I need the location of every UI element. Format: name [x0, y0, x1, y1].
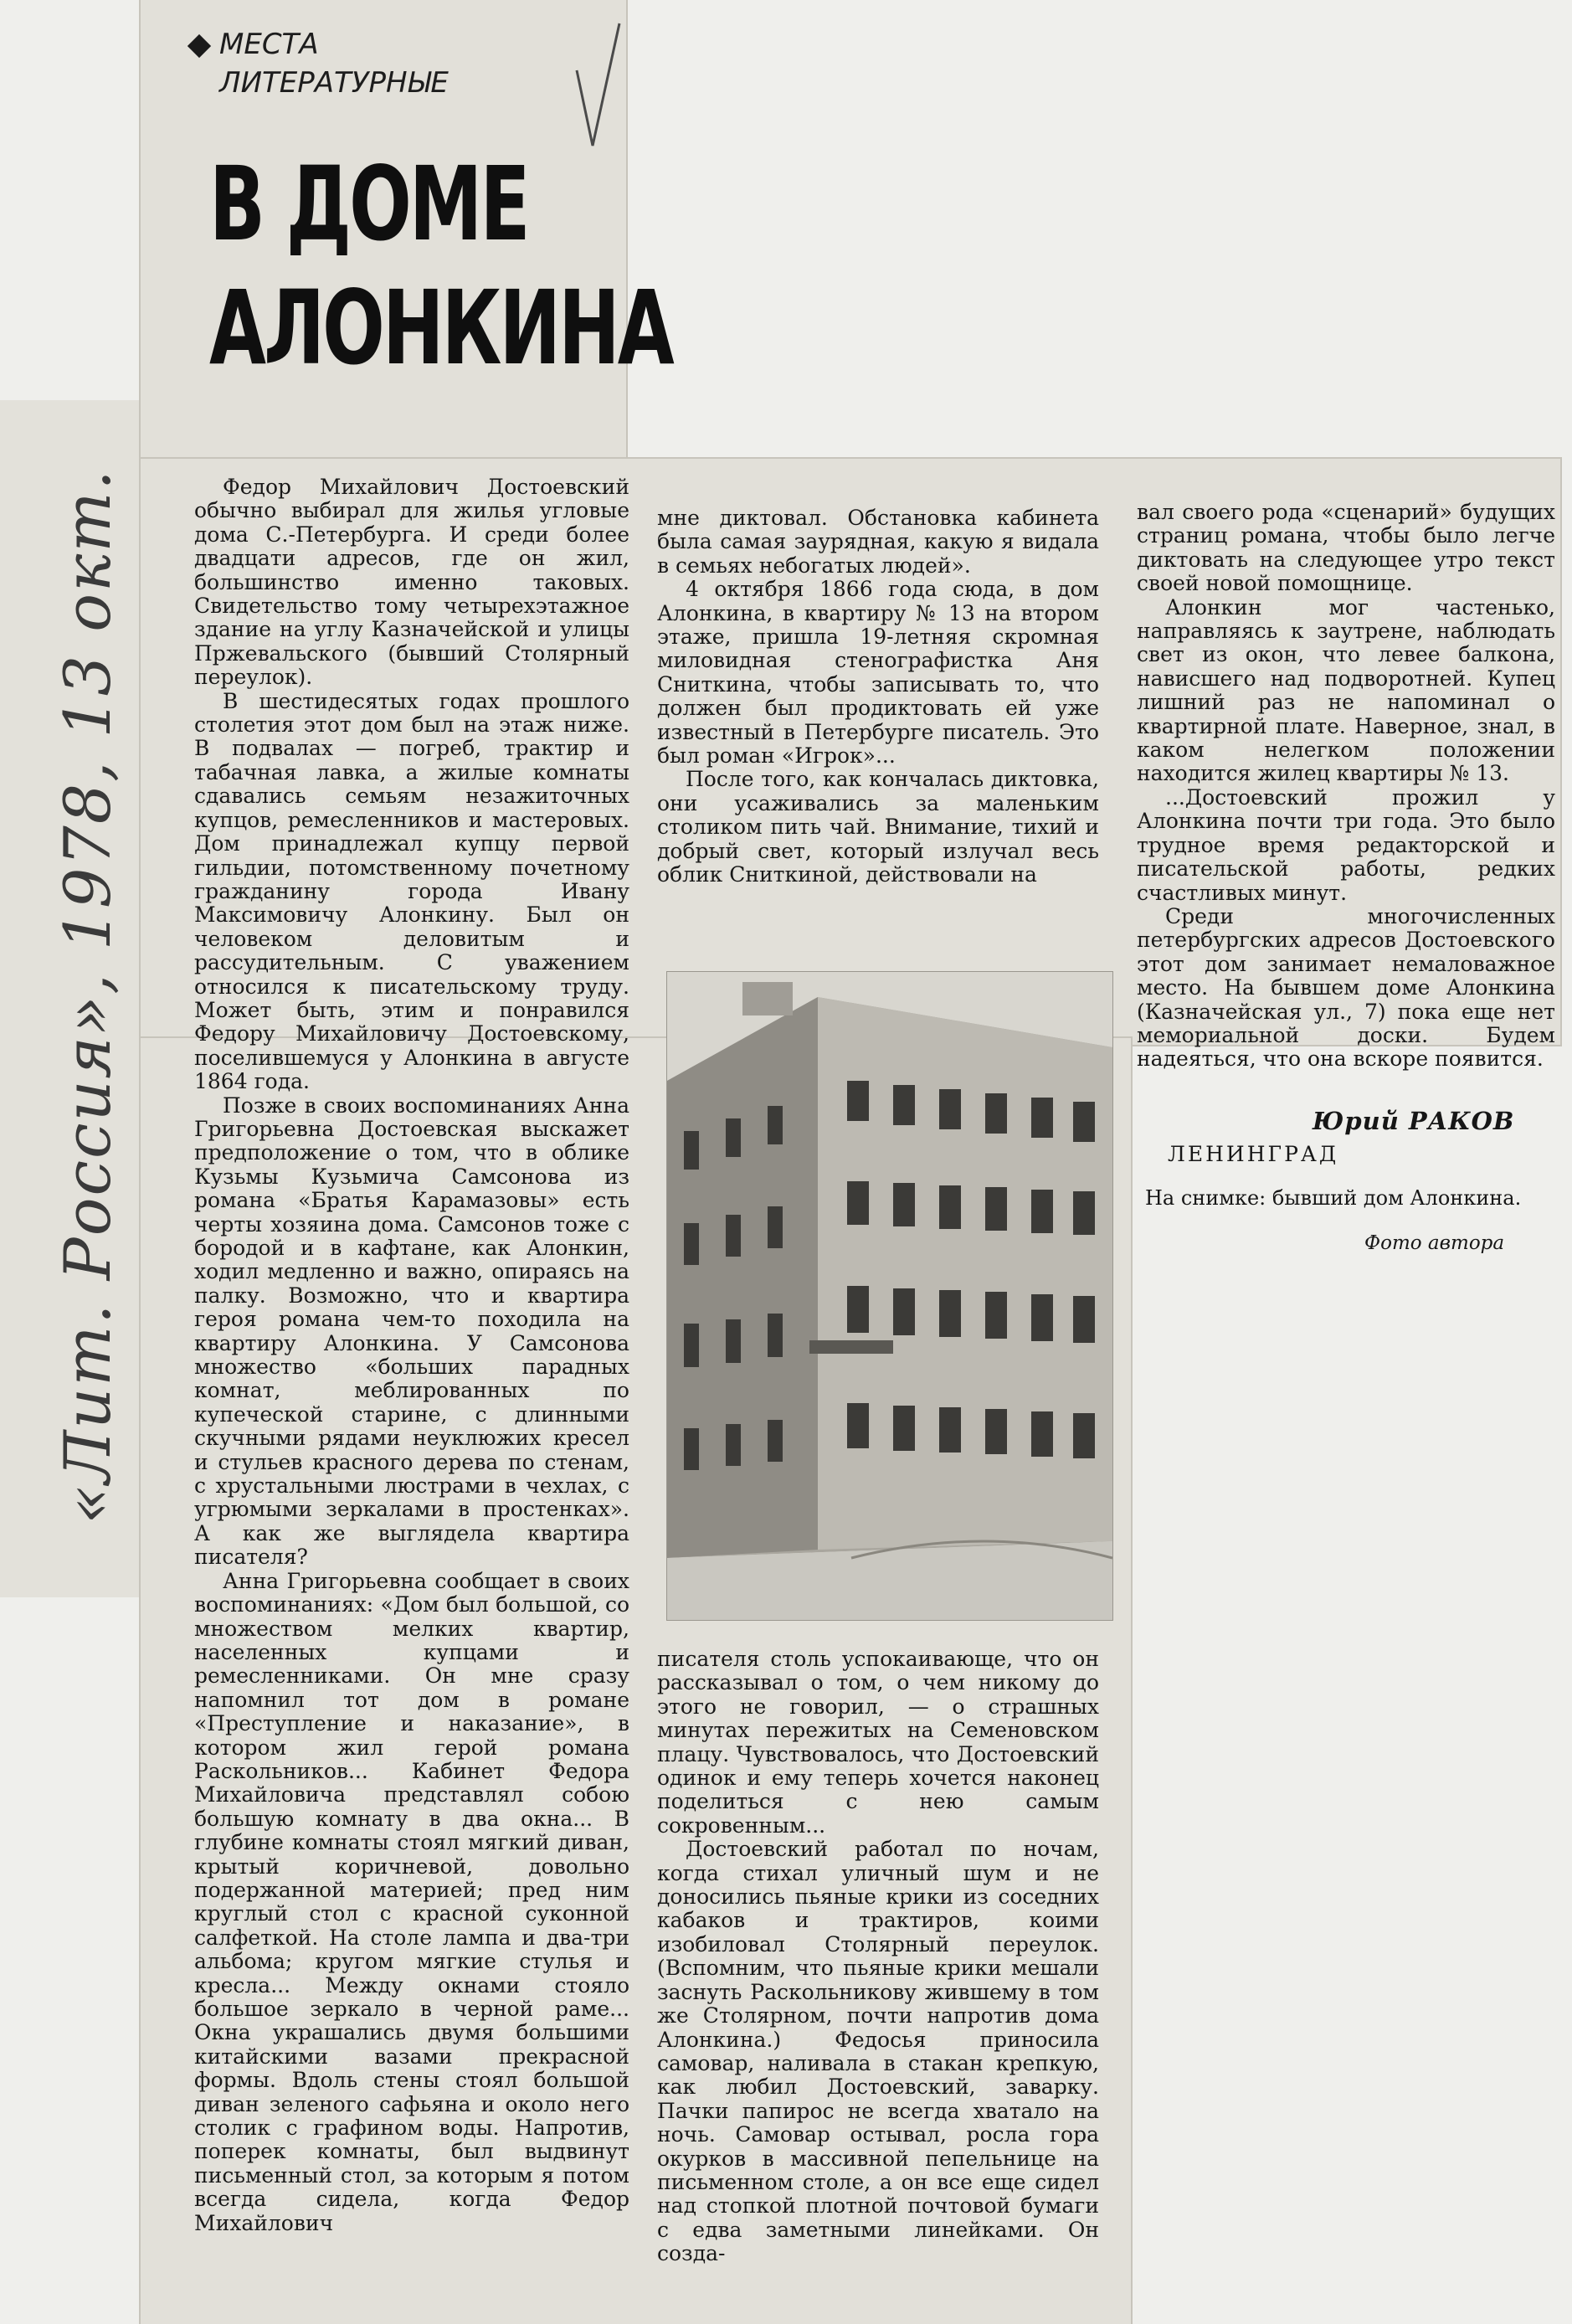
article-column-2-continued	[657, 1648, 1099, 2266]
article-column-2	[657, 506, 1099, 887]
paragraph: Федор Михайлович Достоевский обычно выбирал для жилья угловые дома С.-Петербурга. И среди более двадцати адресов, где он жил, большинство именно таковых. Свидетельство тому четырехэтажное здание на углу Казначейской и улицы Пржевальского (бывший Столярный переулок).	[194, 475, 629, 690]
rubric-line-1: МЕСТА	[219, 28, 319, 61]
paragraph: Среди многочисленных петербургских адресов Достоевского этот дом занимает немаловажное место. На бывшем доме Алонкина (Казначейская ул., 7) пока еще нет мемориальной доски. Будем надеяться, что она вскоре появится.	[1137, 903, 1555, 1072]
paragraph: Анна Григорьевна сообщает в своих воспоминаниях: «Дом был большой, со множеством мелких квартир, населенных купцами и ремесленниками. Он мне сразу напомнил тот дом в романе «Преступление и наказание», в котором жил герой романа Раскольников... Кабинет Федора Михайловича представлял собою большую комнату в два окна... В глубине комнаты стоял мягкий диван, крытый коричневой, довольно подержанной материей; пред ним круглый стол с красной суконной салфеткой. На столе лампа и два-три альбома; кругом мягкие стулья и кресла... Между окнами стояло большое зеркало в черной раме... Окна украшались двумя большими китайскими вазами прекрасной формы. Вдоль стены стоял большой диван зеленого сафьяна и около него столик с графином воды. Напротив, поперек комнаты, был выдвинут письменный стол, за которым я потом всегда сидела, когда Федор Михайлович	[194, 1568, 629, 2235]
paragraph: Алонкин мог частенько, направляясь к заутрене, наблюдать свет из окон, что левее балкона, нависшего над подворотней. Купец лишний раз не напоминал о квартирной плате. Наверное, знал, в каком нелегком положении находится жилец квартиры № 13.	[1137, 594, 1555, 786]
dateline-city: ЛЕНИНГРАД	[1168, 1142, 1339, 1166]
paragraph: вал своего рода «сценарий» будущих страниц романа, чтобы было легче диктовать на следующее утро текст своей новой помощнице.	[1137, 500, 1555, 596]
paragraph: Достоевский работал по ночам, когда стихал уличный шум и не доносились пьяные крики из соседних кабаков и трактиров, коими изобиловал Столярный переулок. (Вспомним, что пьяные крики мешали заснуть Раскольникову жившему в том же Столярном, почти напротив дома Алонкина.) Федосья приносила самовар, наливала в стакан крепкую, как любил Достоевский, заварку. Пачки папирос не всегда хватало на ночь. Самовар остывал, росла гора окурков в массивной пепельнице на письменном столе, а он все еще сидел над стопкой плотной почтовой бумаги с едва заметными линейками. Он созда-	[657, 1837, 1099, 2266]
article-column-3	[1137, 501, 1555, 1072]
photo-caption: На снимке: бывший дом Алонкина.	[1145, 1186, 1522, 1210]
author-signature: Юрий РАКОВ	[1313, 1107, 1515, 1135]
paragraph: 4 октября 1866 года сюда, в дом Алонкина, в квартиру № 13 на втором этаже, пришла 19-летняя скромная миловидная стенографистка Аня Сниткина, чтобы записывать то, что должен был продиктовать ей уже известный в Петербурге писатель. Это был роман «Игрок»...	[657, 577, 1099, 769]
rubric-diamond-icon	[188, 33, 211, 57]
house-photo	[666, 971, 1113, 1621]
article-column-1	[194, 476, 629, 2235]
rubric-line-2: ЛИТЕРАТУРНЫЕ	[219, 66, 449, 100]
headline-line-1: В ДОМЕ	[209, 145, 528, 264]
paragraph: После того, как кончалась диктовка, они усаживались за маленьким столиком пить чай. Внимание, тихий и добрый свет, который излучал весь облик Сниткиной, действовали на	[657, 767, 1099, 887]
headline-line-2: АЛОНКИНА	[209, 269, 672, 388]
paragraph: мне диктовал. Обстановка кабинета была самая заурядная, какую я видала в семьях небогатых людей».	[657, 506, 1099, 578]
handwritten-source-note: «Лит. Россия», 1978, 13 окт.	[50, 468, 125, 1524]
rubric	[191, 25, 449, 102]
pencil-check-mark	[573, 20, 623, 154]
photo-credit: Фото автора	[1364, 1232, 1505, 1254]
paragraph: писателя столь успокаивающе, что он рассказывал о том, о чем никому до этого не говорил, — о страшных минутах пережитых на Семеновском плацу. Чувствовалось, что Достоевский одинок и ему теперь хочется наконец поделиться с нею самым сокровенным...	[657, 1647, 1099, 1838]
paragraph: Позже в своих воспоминаниях Анна Григорьевна Достоевская выскажет предположение о том, что в облике Кузьмы Кузьмича Самсонова из романа «Братья Карамазовы» есть черты хозяина дома. Самсонов тоже с бородой и в кафтане, как Алонкин, ходил медленно и важно, опираясь на палку. Возможно, что и квартира героя романа чем-то походила на квартиру Алонкина. У Самсонова множество «больших парадных комнат, меблированных по купеческой старине, с длинными скучными рядами неуклюжих кресел и стульев красного дерева по стенам, с хрустальными люстрами в чехлах, с угрюмыми зеркалами в простенках». А как же выглядела квартира писателя?	[194, 1093, 629, 1570]
paragraph: В шестидесятых годах прошлого столетия этот дом был на этаж ниже. В подвалах — погреб, трактир и табачная лавка, а жилые комнаты сдавались семьям незажиточных купцов, ремесленников и мастеровых. Дом принадлежал купцу первой гильдии, потомственному почетному гражданину города Ивану Максимовичу Алонкину. Был он человеком деловитым и рассудительным. С уважением относился к писательскому труду. Может быть, этим и понравился Федору Михайловичу Достоевскому, поселившемуся у Алонкина в августе 1864 года.	[194, 688, 629, 1094]
paragraph: ...Достоевский прожил у Алонкина почти три года. Это было трудное время редакторской и писательской работы, редких счастливых минут.	[1137, 784, 1555, 905]
headline	[209, 142, 672, 390]
building-illustration	[667, 972, 1112, 1620]
